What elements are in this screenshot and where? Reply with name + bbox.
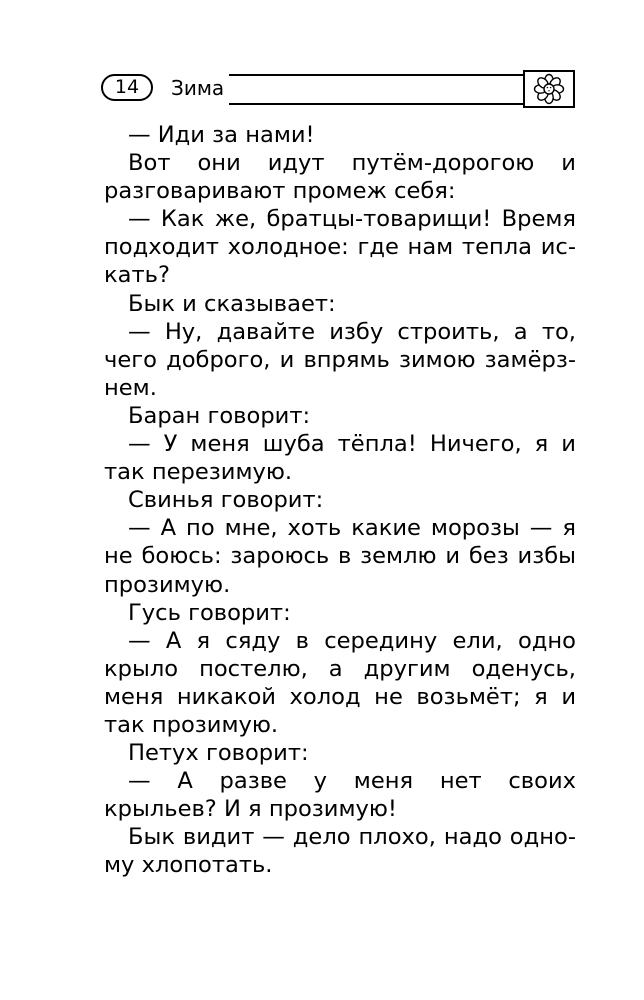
section-title: Зима <box>171 76 225 100</box>
page-header <box>101 70 575 110</box>
flower-icon <box>531 73 567 105</box>
paragraph: — У меня шуба тёпла! Ничего, я и так перезимую. <box>104 431 576 486</box>
paragraph: Бык видит — дело плохо, надо одному хлопотать. <box>104 824 576 879</box>
page-number: 14 <box>101 74 153 101</box>
flower-ornament-box <box>523 70 575 108</box>
header-rule <box>229 74 523 105</box>
paragraph: — А разве у меня нет своих крыльев? И я прозимую! <box>104 768 576 823</box>
paragraph: Баран говорит: <box>128 402 311 429</box>
paragraph: — А по мне, хоть какие морозы — я не боюсь: зароюсь в землю и без избы прозимую. <box>104 515 576 598</box>
paragraph: Петух говорит: <box>128 740 309 767</box>
paragraph: — Иди за нами! <box>128 122 315 148</box>
paragraph: Свинья говорит: <box>128 487 324 514</box>
paragraph: Гусь говорит: <box>128 599 291 626</box>
paragraph: — Как же, братцы-товарищи! Время подходит холодное: где нам тепла искать? <box>104 206 576 289</box>
paragraph: Бык и сказывает: <box>128 290 336 317</box>
body-text <box>104 121 576 880</box>
paragraph: — А я сяду в середину ели, одно крыло постелю, а другим оденусь, меня никакой холод не возьмёт; я и так прозимую. <box>104 627 576 738</box>
paragraph: Вот они идут путём-дорогою и разговаривают промеж себя: <box>104 150 576 205</box>
paragraph: — Ну, давайте избу строить, а то, чего доброго, и впрямь зимою замёрзнем. <box>104 318 576 401</box>
